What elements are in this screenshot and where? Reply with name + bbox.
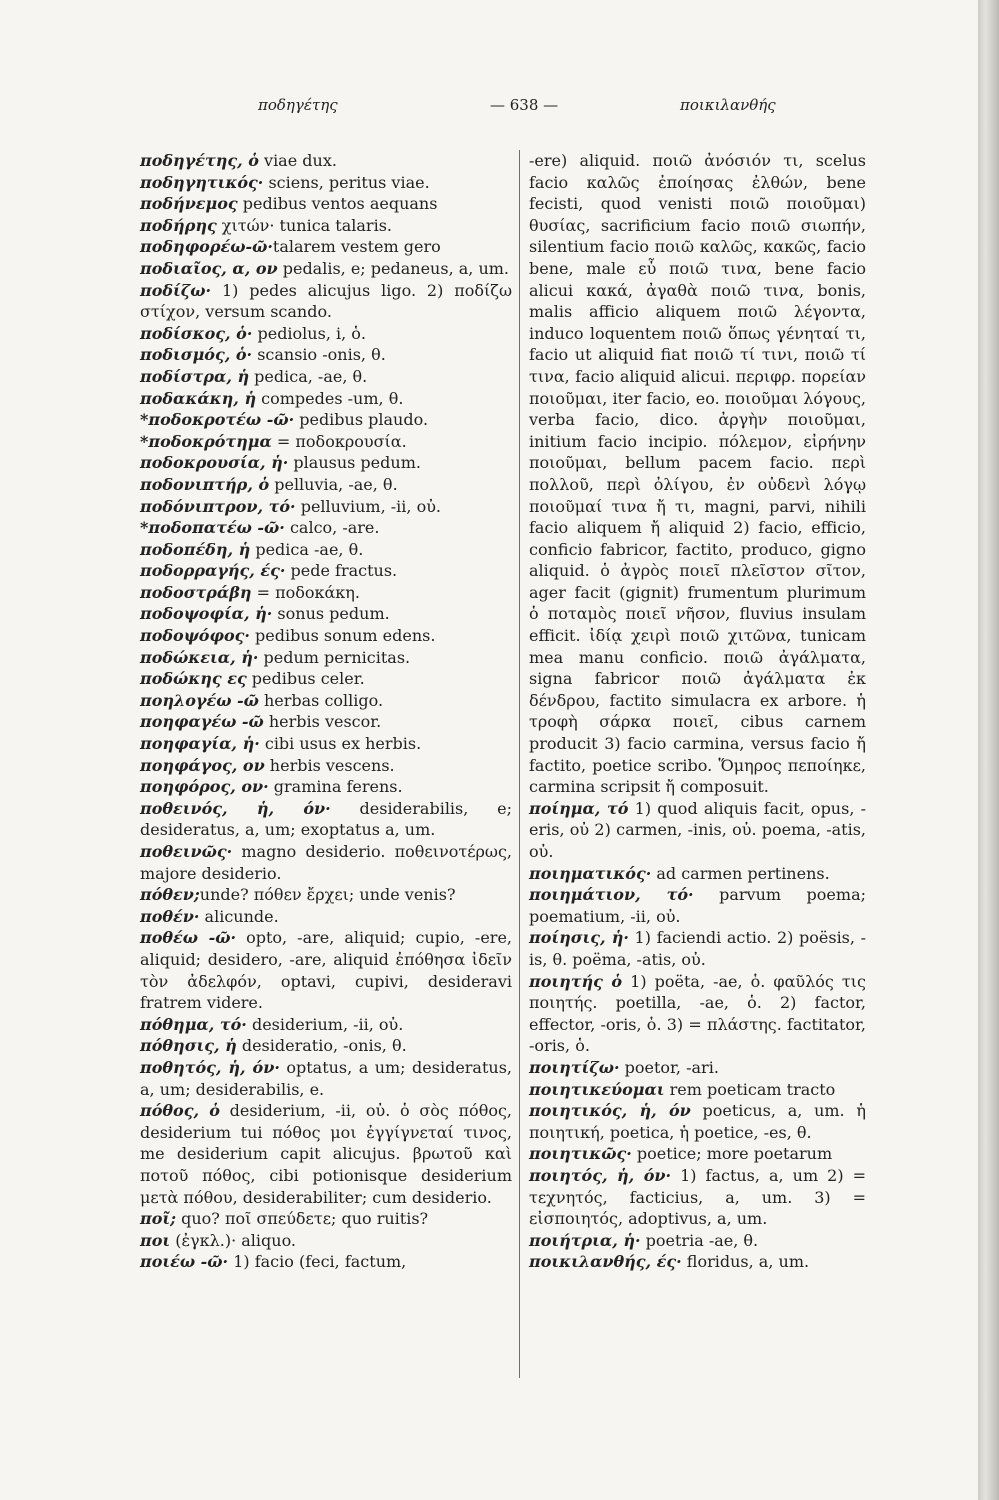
dictionary-entry bbox=[140, 150, 512, 172]
definition: magno desiderio. ποθεινοτέρως, majore desiderio. bbox=[140, 842, 512, 883]
headword: ποδώκης ες bbox=[140, 669, 247, 689]
definition: pedibus sonum edens. bbox=[249, 626, 436, 646]
definition: plausus pedum. bbox=[288, 453, 421, 473]
dictionary-entry bbox=[140, 776, 512, 798]
definition: cibi usus ex herbis. bbox=[259, 734, 422, 754]
dictionary-entry bbox=[140, 841, 512, 884]
headword: ποδακάκη, ἡ bbox=[140, 388, 257, 408]
headword: ποδίστρα, ἡ bbox=[140, 366, 250, 386]
dictionary-entry bbox=[140, 1057, 512, 1100]
dictionary-entry bbox=[140, 755, 512, 777]
headword: ποιητικῶς· bbox=[529, 1144, 632, 1164]
headword: ποηλογέω -ῶ bbox=[140, 690, 259, 710]
headword: ποδόνιπτρον, τό· bbox=[140, 496, 296, 516]
headword: ποδίσκος, ὁ· bbox=[140, 323, 253, 343]
definition: desiderabilis, e; desideratus, a, um; exoptatus a, um. bbox=[140, 798, 512, 840]
dictionary-entry bbox=[529, 150, 866, 798]
dictionary-entry bbox=[140, 323, 512, 345]
dictionary-entry bbox=[140, 625, 512, 647]
headword: ποθέω -ῶ· bbox=[140, 928, 237, 948]
definition: parvum poema; poematium, -ii, οὐ. bbox=[529, 885, 866, 926]
definition: 1) factus, a, um 2) = τεχνητός, facticius, a, um. 3) = εἰσποιητός, adoptivus, a, um. bbox=[529, 1165, 866, 1229]
headword: ποηφόρος, ον· bbox=[140, 777, 269, 797]
headword: ποδοστράβη bbox=[140, 582, 252, 602]
dictionary-entry bbox=[140, 539, 512, 561]
headword: ποδισμός, ὁ· bbox=[140, 345, 253, 365]
definition: 1) poëta, -ae, ὁ. φαῦλός τις ποιητής. poetilla, -ae, ὁ. 2) factor, effector, -oris, ὁ. 3) = πλάστης. factitator, -oris, ὁ. bbox=[529, 971, 867, 1056]
headword: ποδορραγής, ές· bbox=[140, 561, 286, 581]
headword: ποδώκεια, ἡ· bbox=[140, 647, 259, 667]
definition: pedibus ventos aequans bbox=[237, 194, 438, 214]
headword: ποδηγητικός· bbox=[140, 172, 264, 192]
headword: ποίημα, τό bbox=[529, 798, 629, 818]
definition: gramina ferens. bbox=[268, 777, 403, 797]
definition: sonus pedum. bbox=[272, 604, 390, 624]
definition: poeticus, a, um. ἡ ποιητική, poetica, ἡ poetice, -es, θ. bbox=[529, 1101, 866, 1142]
dictionary-entry bbox=[140, 582, 512, 604]
definition: 1) pedes alicujus ligo. 2) ποδίζω στίχον, versum scando. bbox=[140, 280, 512, 322]
dictionary-entry bbox=[140, 280, 512, 323]
definition: pede fractus. bbox=[285, 561, 398, 581]
right-column bbox=[529, 150, 866, 1273]
headword: ποι bbox=[140, 1230, 171, 1250]
dictionary-entry bbox=[140, 711, 512, 733]
dictionary-entry bbox=[529, 1100, 866, 1143]
page-edge bbox=[978, 0, 999, 1500]
dictionary-entry bbox=[140, 1035, 512, 1057]
headword: ποθέν· bbox=[140, 906, 200, 926]
definition: viae dux. bbox=[258, 151, 337, 170]
definition: 1) faciendi actio. 2) poësis, -is, θ. poëma, -atis, οὐ. bbox=[529, 928, 866, 969]
definition: poetor, -ari. bbox=[619, 1057, 719, 1077]
headword: ποίησις, ἡ· bbox=[529, 928, 629, 948]
page-number: — 638 — bbox=[490, 96, 559, 114]
headword: ποιητικός, ἡ, όν bbox=[529, 1101, 691, 1121]
headword: ποικιλανθής, ές· bbox=[529, 1252, 682, 1272]
headword: ποδονιπτήρ, ὁ bbox=[140, 474, 270, 494]
dictionary-entry bbox=[529, 1230, 866, 1252]
definition: sciens, peritus viae. bbox=[263, 172, 430, 192]
dictionary-entry bbox=[529, 884, 866, 927]
dictionary-entry bbox=[140, 906, 512, 928]
definition: desiderium, -ii, οὐ. bbox=[246, 1014, 404, 1034]
definition: 1) facio (feci, factum, bbox=[228, 1252, 407, 1272]
column-divider bbox=[519, 150, 520, 1378]
definition: χιτών· tunica talaris. bbox=[216, 215, 392, 235]
definition: desideratio, -onis, θ. bbox=[236, 1036, 407, 1056]
left-guide-word: ποδηγέτης bbox=[258, 96, 338, 114]
headword: ποιηματικός· bbox=[529, 863, 652, 883]
headword: ποδοψοφία, ἡ· bbox=[140, 604, 273, 624]
dictionary-entry bbox=[140, 690, 512, 712]
dictionary-entry bbox=[140, 366, 512, 388]
dictionary-entry bbox=[140, 344, 512, 366]
dictionary-entry bbox=[140, 258, 512, 280]
definition: pedica, -ae, θ. bbox=[249, 366, 368, 386]
definition: pedalis, e; pedaneus, a, um. bbox=[277, 258, 510, 278]
headword: ποδοπέδη, ἡ bbox=[140, 539, 251, 559]
definition: talarem vestem gero bbox=[272, 237, 441, 257]
definition: rem poeticam tracto bbox=[664, 1079, 836, 1099]
headword: ποιήτρια, ἡ· bbox=[529, 1230, 641, 1250]
headword: ποῖ; bbox=[140, 1209, 177, 1229]
dictionary-entry bbox=[140, 647, 512, 669]
headword: ποθητός, ἡ, όν· bbox=[140, 1057, 280, 1077]
dictionary-entry bbox=[529, 1143, 866, 1165]
dictionary-entry bbox=[140, 1230, 512, 1252]
headword: πόθησις, ἡ bbox=[140, 1036, 237, 1056]
headword: πόθος, ὁ bbox=[140, 1101, 220, 1121]
headword: πόθεν; bbox=[140, 885, 200, 905]
definition: pediolus, i, ὁ. bbox=[252, 323, 366, 343]
dictionary-entry bbox=[140, 1251, 512, 1273]
definition: pelluvia, -ae, θ. bbox=[269, 474, 398, 494]
headword: ποδήρης bbox=[140, 215, 217, 235]
dictionary-entry bbox=[140, 668, 512, 690]
dictionary-entry bbox=[140, 388, 512, 410]
dictionary-entry bbox=[529, 927, 866, 970]
dictionary-entry bbox=[140, 1208, 512, 1230]
dictionary-entry bbox=[140, 215, 512, 237]
definition: pedibus plaudo. bbox=[294, 410, 429, 430]
definition: ad carmen pertinens. bbox=[651, 863, 830, 883]
definition: 1) quod aliquis facit, opus, -eris, οὐ 2) carmen, -inis, οὐ. poema, -atis, οὐ. bbox=[529, 798, 867, 861]
definition: unde? πόθεν ἔρχει; unde venis? bbox=[199, 885, 456, 905]
definition: optatus, a um; desideratus, a, um; desiderabilis, e. bbox=[140, 1057, 513, 1099]
headword: ποιέω -ῶ· bbox=[140, 1252, 229, 1272]
headword: ποηφαγέω -ῶ bbox=[140, 712, 264, 732]
definition: pedum pernicitas. bbox=[258, 647, 411, 667]
definition: compedes -um, θ. bbox=[256, 388, 404, 408]
headword: ποδίζω· bbox=[140, 280, 212, 300]
headword: ποδήνεμος bbox=[140, 194, 238, 214]
headword: ποδηγέτης, ὁ bbox=[140, 151, 259, 170]
dictionary-entry bbox=[529, 798, 866, 863]
headword: *ποδοκρότημα bbox=[140, 431, 272, 451]
dictionary-entry bbox=[140, 733, 512, 755]
headword: πόθημα, τό· bbox=[140, 1014, 247, 1034]
headword: ποδοκρουσία, ἡ· bbox=[140, 453, 289, 473]
dictionary-entry bbox=[140, 474, 512, 496]
headword: ποιημάτιον, τό· bbox=[529, 885, 694, 905]
definition: herbis vescens. bbox=[264, 755, 395, 775]
definition: pelluvium, -ii, οὐ. bbox=[295, 496, 442, 516]
definition: herbis vescor. bbox=[263, 712, 382, 732]
headword: ποιητίζω· bbox=[529, 1057, 620, 1077]
definition: (ἐγκλ.)· aliquo. bbox=[170, 1230, 296, 1250]
right-guide-word: ποικιλανθής bbox=[680, 96, 776, 114]
headword: ποθεινός, ἡ, όν· bbox=[140, 798, 331, 818]
dictionary-entry bbox=[140, 927, 512, 1013]
headword: *ποδοκροτέω -ῶ· bbox=[140, 410, 295, 430]
definition: calco, -are. bbox=[284, 518, 380, 538]
definition: = ποδοκρουσία. bbox=[271, 431, 407, 451]
definition: scansio -onis, θ. bbox=[252, 345, 386, 365]
dictionary-entry bbox=[140, 431, 512, 453]
definition: -ere) aliquid. ποιῶ ἀνόσιόν τι, scelus facio καλῶς ἐποίησας ἐλθών, bene fecisti, quod venisti ποιῶ ποιοῦμαι) θυσίας, sacrificium facio ποιῶ σιωπήν, silentium facio ποιῶ καλῶς, κακῶς, facio bene, male εὖ ποιῶ τινα, bene facio alicui κακά, ἀγαθὰ ποιῶ τινα, bonis, malis afficio aliquem ποιῶ λέγοντα, induco loquentem ποιῶ ὅπως γένηταί τι, facio ut aliquid fiat ποιῶ τί τινι, ποιῶ τί τινα, facio aliquid alicui. περιφρ. πορείαν ποιοῦμαι, iter facio, eo. ποιοῦμαι λόγους, verba facio, dico. ἀργὴν ποιοῦμαι, initium facio incipio. πόλεμον, εἰρήνην ποιοῦμαι, bellum pacem facio. περὶ πολλοῦ, περὶ ὀλίγου, ἐν οὐδενὶ λόγῳ ποιοῦμαί τινα ἤ τι, magni, parvi, nihili facio aliquem ἤ aliquid 2) facio, efficio, conficio fabricor, factito, produco, gigno aliquid. ὁ ἀγρὸς ποιεῖ πλεῖστον σῖτον, ager facit (gignit) frumentum plurimum ὁ ποταμὸς ποιεῖ νῆσον, fluvius insulam efficit. ἰδίᾳ χειρὶ ποιῶ χιτῶνα, tunicam mea manu conficio. ποιῶ ἀγάλματα, signa fabricor ποιῶ ἀγάλματα ἐκ δένδρου, factito simulacra ex arbore. ἡ τροφὴ σάρκα ποιεῖ, cibus carnem producit 3) facio carmina, versus facio ἤ factito, poetice scribo. Ὅμηρος πεποίηκε, carmina scripsit ἤ composuit. bbox=[529, 151, 866, 797]
dictionary-entry bbox=[140, 560, 512, 582]
dictionary-entry bbox=[140, 452, 512, 474]
headword: ποθεινῶς· bbox=[140, 842, 233, 861]
definition: desiderium, -ii, οὐ. ὁ σὸς πόθος, desiderium tui πόθος μοι ἐγγίγνεταί τινος, me desiderium capit alicujus. βρωτοῦ καὶ ποτοῦ πόθος, cibi potionisque desiderium μετὰ πόθου, desiderabiliter; cum desiderio. bbox=[140, 1101, 513, 1207]
headword: ποδοψόφος· bbox=[140, 626, 250, 646]
dictionary-entry bbox=[140, 603, 512, 625]
dictionary-entry bbox=[140, 884, 512, 906]
definition: poetria -ae, θ. bbox=[640, 1230, 759, 1250]
headword: ποιητός, ἡ, όν· bbox=[529, 1165, 672, 1185]
headword: ποηφάγος, ον bbox=[140, 755, 265, 775]
dictionary-entry bbox=[140, 798, 512, 841]
headword: ποδιαῖος, α, ον bbox=[140, 258, 278, 278]
headword: *ποδοπατέω -ῶ· bbox=[140, 518, 285, 538]
headword: ποιητικεύομαι bbox=[529, 1079, 665, 1099]
dictionary-entry bbox=[140, 1014, 512, 1036]
dictionary-entry bbox=[140, 236, 512, 258]
definition: pedibus celer. bbox=[246, 669, 365, 689]
headword: ποιητής ὁ bbox=[529, 971, 623, 991]
dictionary-entry bbox=[529, 1057, 866, 1079]
dictionary-entry bbox=[529, 971, 866, 1057]
dictionary-entry bbox=[529, 863, 866, 885]
definition: floridus, a, um. bbox=[681, 1252, 810, 1272]
headword: ποηφαγία, ἡ· bbox=[140, 734, 260, 754]
dictionary-entry bbox=[140, 172, 512, 194]
running-head bbox=[0, 96, 978, 126]
definition: opto, -are, aliquid; cupio, -ere, aliquid; desidero, -are, aliquid ἐπόθησα ἰδεῖν τὸν ἀδελφόν, optavi, cupivi, desideravi fratrem videre. bbox=[140, 928, 513, 1013]
definition: poetice; more poetarum bbox=[631, 1144, 833, 1164]
definition: = ποδοκάκη. bbox=[251, 582, 360, 602]
dictionary-entry bbox=[140, 193, 512, 215]
definition: quo? ποῖ σπεύδετε; quo ruitis? bbox=[176, 1209, 429, 1229]
dictionary-entry bbox=[140, 409, 512, 431]
dictionary-entry bbox=[140, 496, 512, 518]
dictionary-entry bbox=[529, 1165, 866, 1230]
definition: herbas colligo. bbox=[258, 690, 384, 710]
dictionary-entry bbox=[140, 1100, 512, 1208]
headword: ποδηφορέω-ῶ· bbox=[140, 237, 273, 257]
dictionary-entry bbox=[529, 1251, 866, 1273]
definition: pedica -ae, θ. bbox=[250, 539, 364, 559]
dictionary-entry bbox=[529, 1079, 866, 1101]
left-column bbox=[140, 150, 512, 1273]
dictionary-entry bbox=[140, 517, 512, 539]
definition: alicunde. bbox=[199, 906, 279, 926]
